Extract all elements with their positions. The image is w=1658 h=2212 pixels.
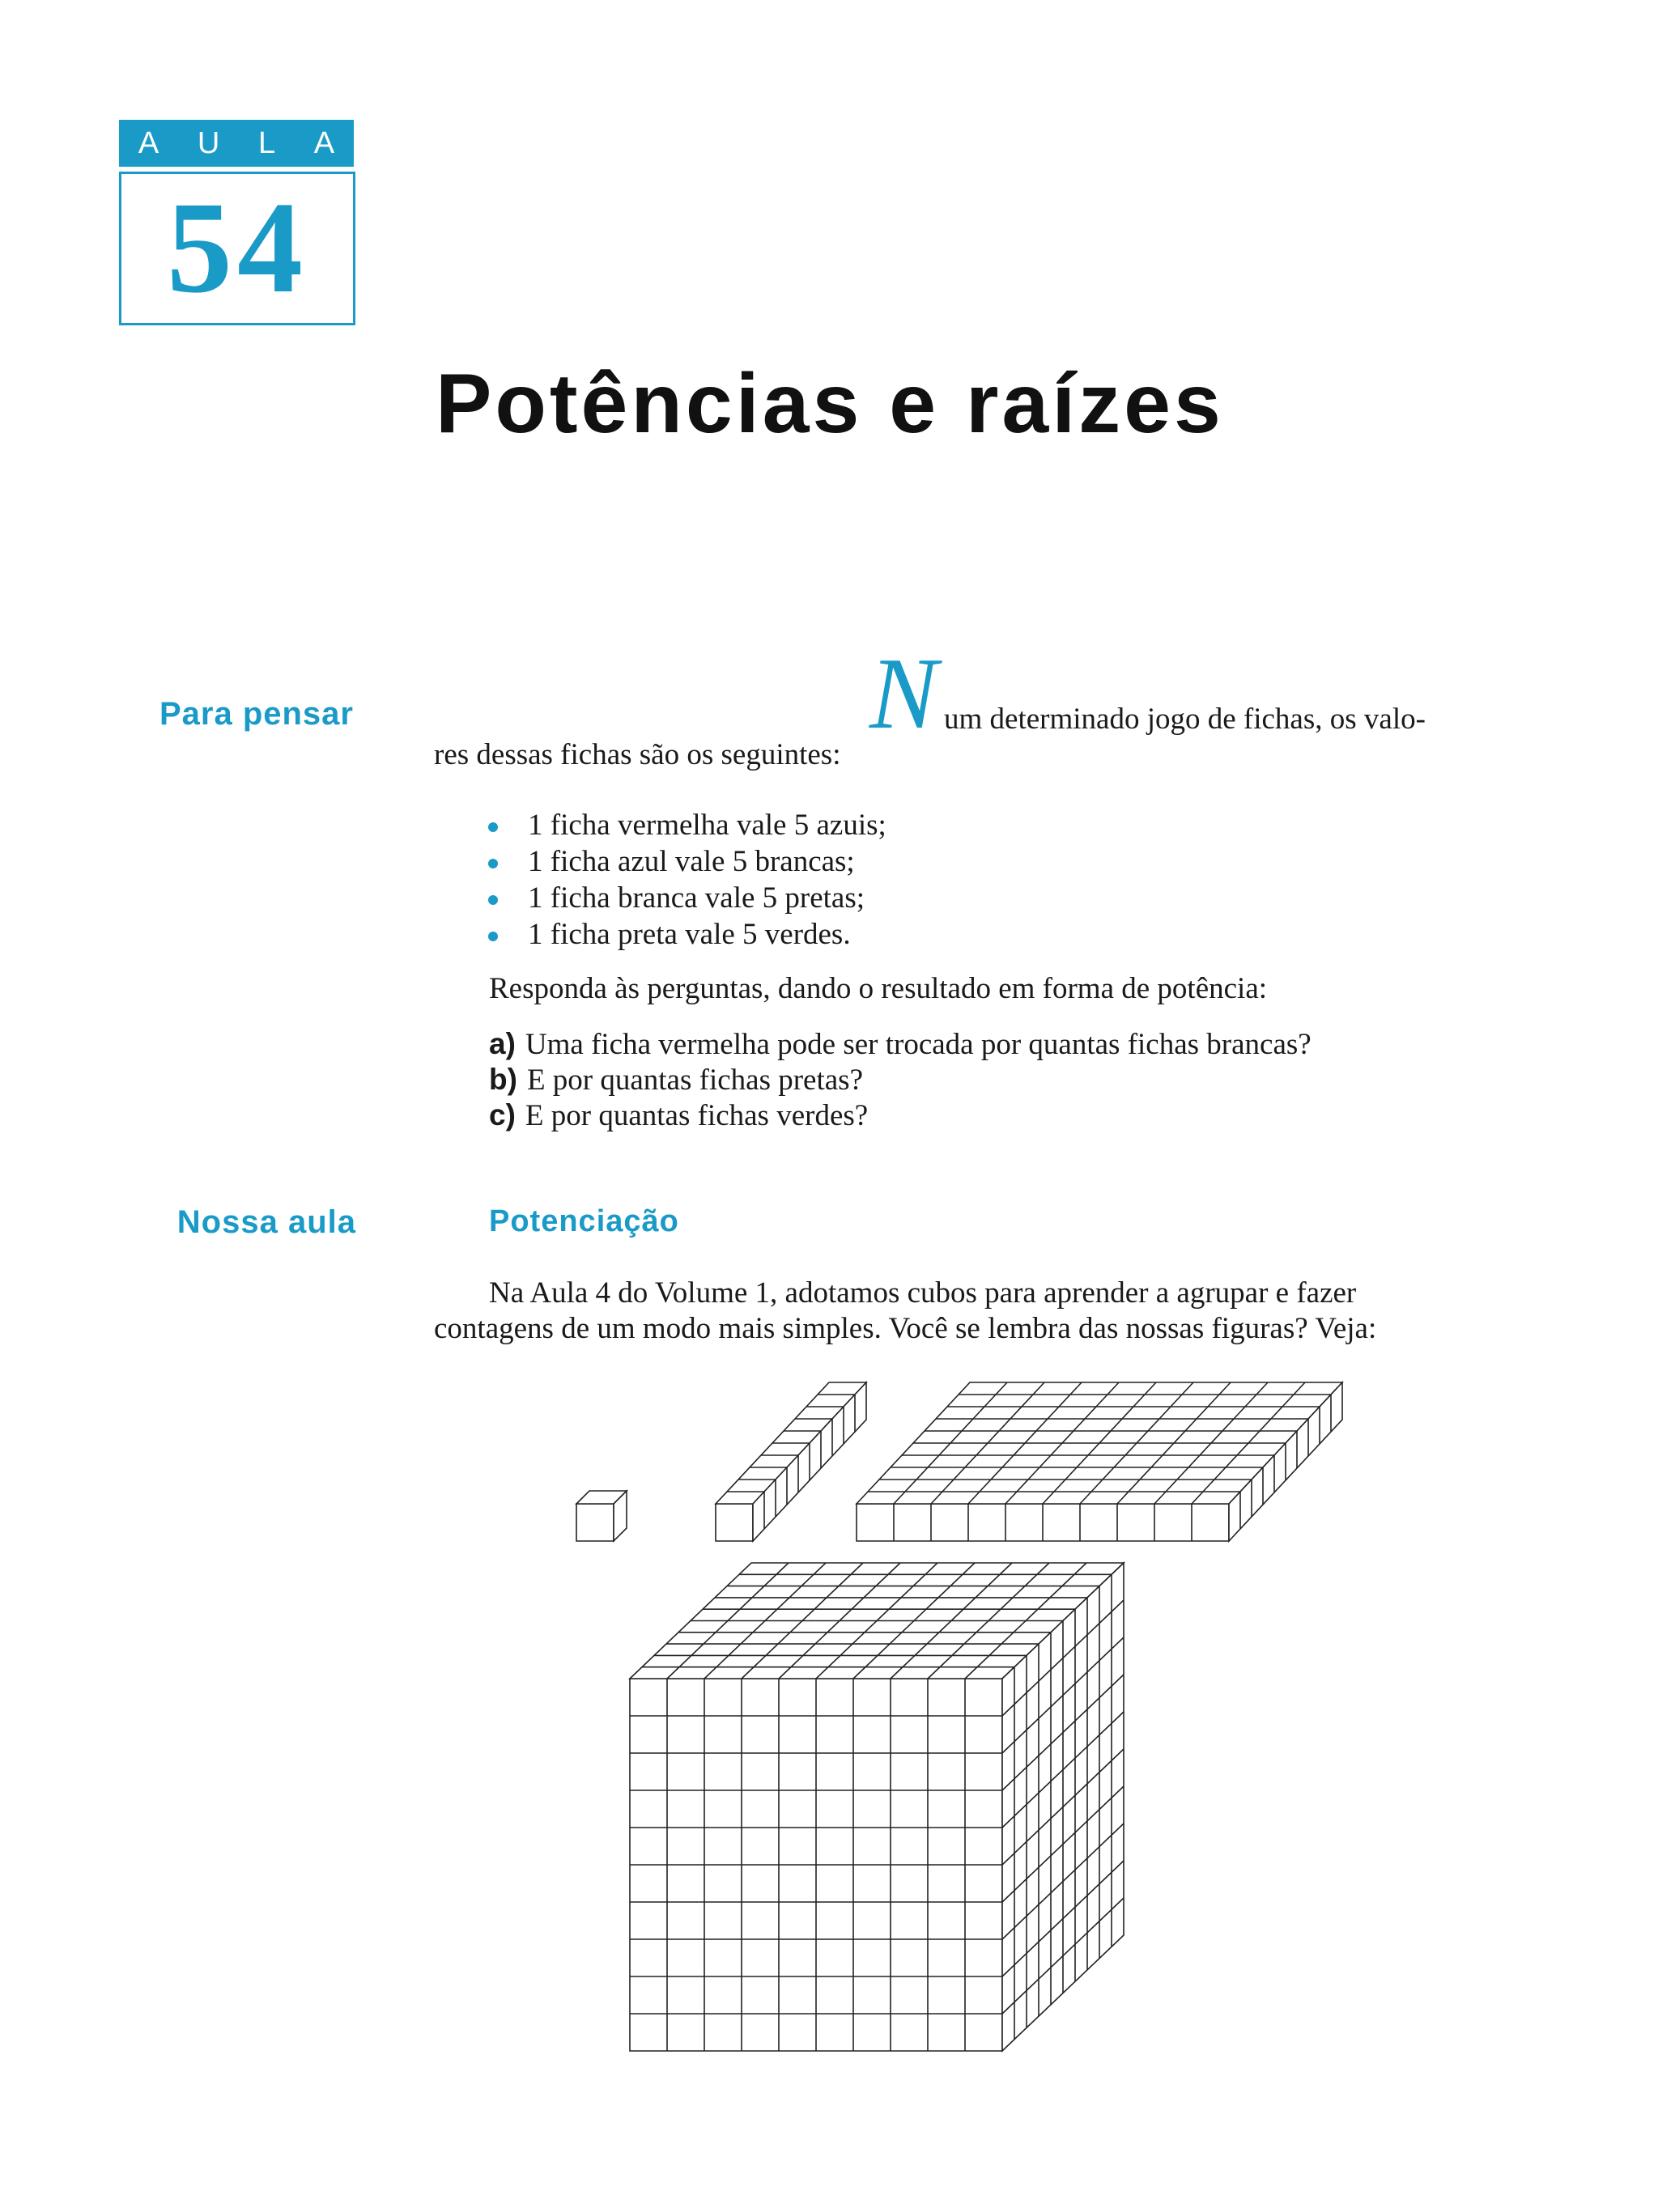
question-label: b) bbox=[489, 1063, 517, 1096]
question-a bbox=[489, 1026, 1312, 1063]
aula-letter: U bbox=[197, 125, 220, 160]
bullet-dot bbox=[488, 895, 498, 905]
bullet-item: 1 ficha preta vale 5 verdes. bbox=[528, 918, 851, 951]
aula-letter: A bbox=[313, 125, 335, 160]
bullet-item: 1 ficha branca vale 5 pretas; bbox=[528, 881, 865, 915]
question-c bbox=[489, 1098, 868, 1134]
thousand-cube-block bbox=[630, 1563, 1124, 2051]
section-label-para-pensar: Para pensar bbox=[159, 696, 354, 732]
bullet-dot bbox=[488, 859, 498, 868]
aula-number: 54 bbox=[119, 172, 355, 325]
question-label: a) bbox=[489, 1027, 516, 1060]
question-b bbox=[489, 1062, 863, 1098]
aula-band bbox=[119, 120, 354, 167]
body-line-2: contagens de um modo mais simples. Você se lembra das nossas figuras? Veja: bbox=[434, 1312, 1377, 1345]
rod-block bbox=[716, 1382, 866, 1541]
intro-line-1: um determinado jogo de fichas, os valo- bbox=[944, 703, 1426, 736]
intro-line-2: res dessas fichas são os seguintes: bbox=[434, 738, 841, 771]
instruction-text: Responda às perguntas, dando o resultado em forma de potência: bbox=[489, 972, 1268, 1005]
unit-cube-block bbox=[576, 1491, 627, 1541]
question-label: c) bbox=[489, 1098, 516, 1131]
body-line-1: Na Aula 4 do Volume 1, adotamos cubos para aprender a agrupar e fazer bbox=[489, 1276, 1357, 1310]
flat-block bbox=[857, 1382, 1342, 1541]
aula-letter: L bbox=[257, 125, 276, 160]
section-label-nossa-aula: Nossa aula bbox=[176, 1204, 356, 1240]
subheading-potenciacao: Potenciação bbox=[489, 1204, 679, 1238]
aula-letter: A bbox=[138, 125, 159, 160]
base-ten-blocks-figure bbox=[559, 1368, 1368, 2080]
question-text: Uma ficha vermelha pode ser trocada por quantas fichas brancas? bbox=[525, 1028, 1312, 1061]
question-text: E por quantas fichas verdes? bbox=[525, 1099, 869, 1132]
question-text: E por quantas fichas pretas? bbox=[526, 1064, 863, 1097]
bullet-item: 1 ficha azul vale 5 brancas; bbox=[528, 845, 855, 878]
bullet-dot bbox=[488, 822, 498, 832]
aula-badge bbox=[119, 120, 354, 324]
page-title: Potências e raízes bbox=[436, 357, 1224, 451]
drop-cap: N bbox=[869, 638, 938, 750]
bullet-item: 1 ficha vermelha vale 5 azuis; bbox=[528, 809, 886, 842]
bullet-dot bbox=[488, 932, 498, 941]
